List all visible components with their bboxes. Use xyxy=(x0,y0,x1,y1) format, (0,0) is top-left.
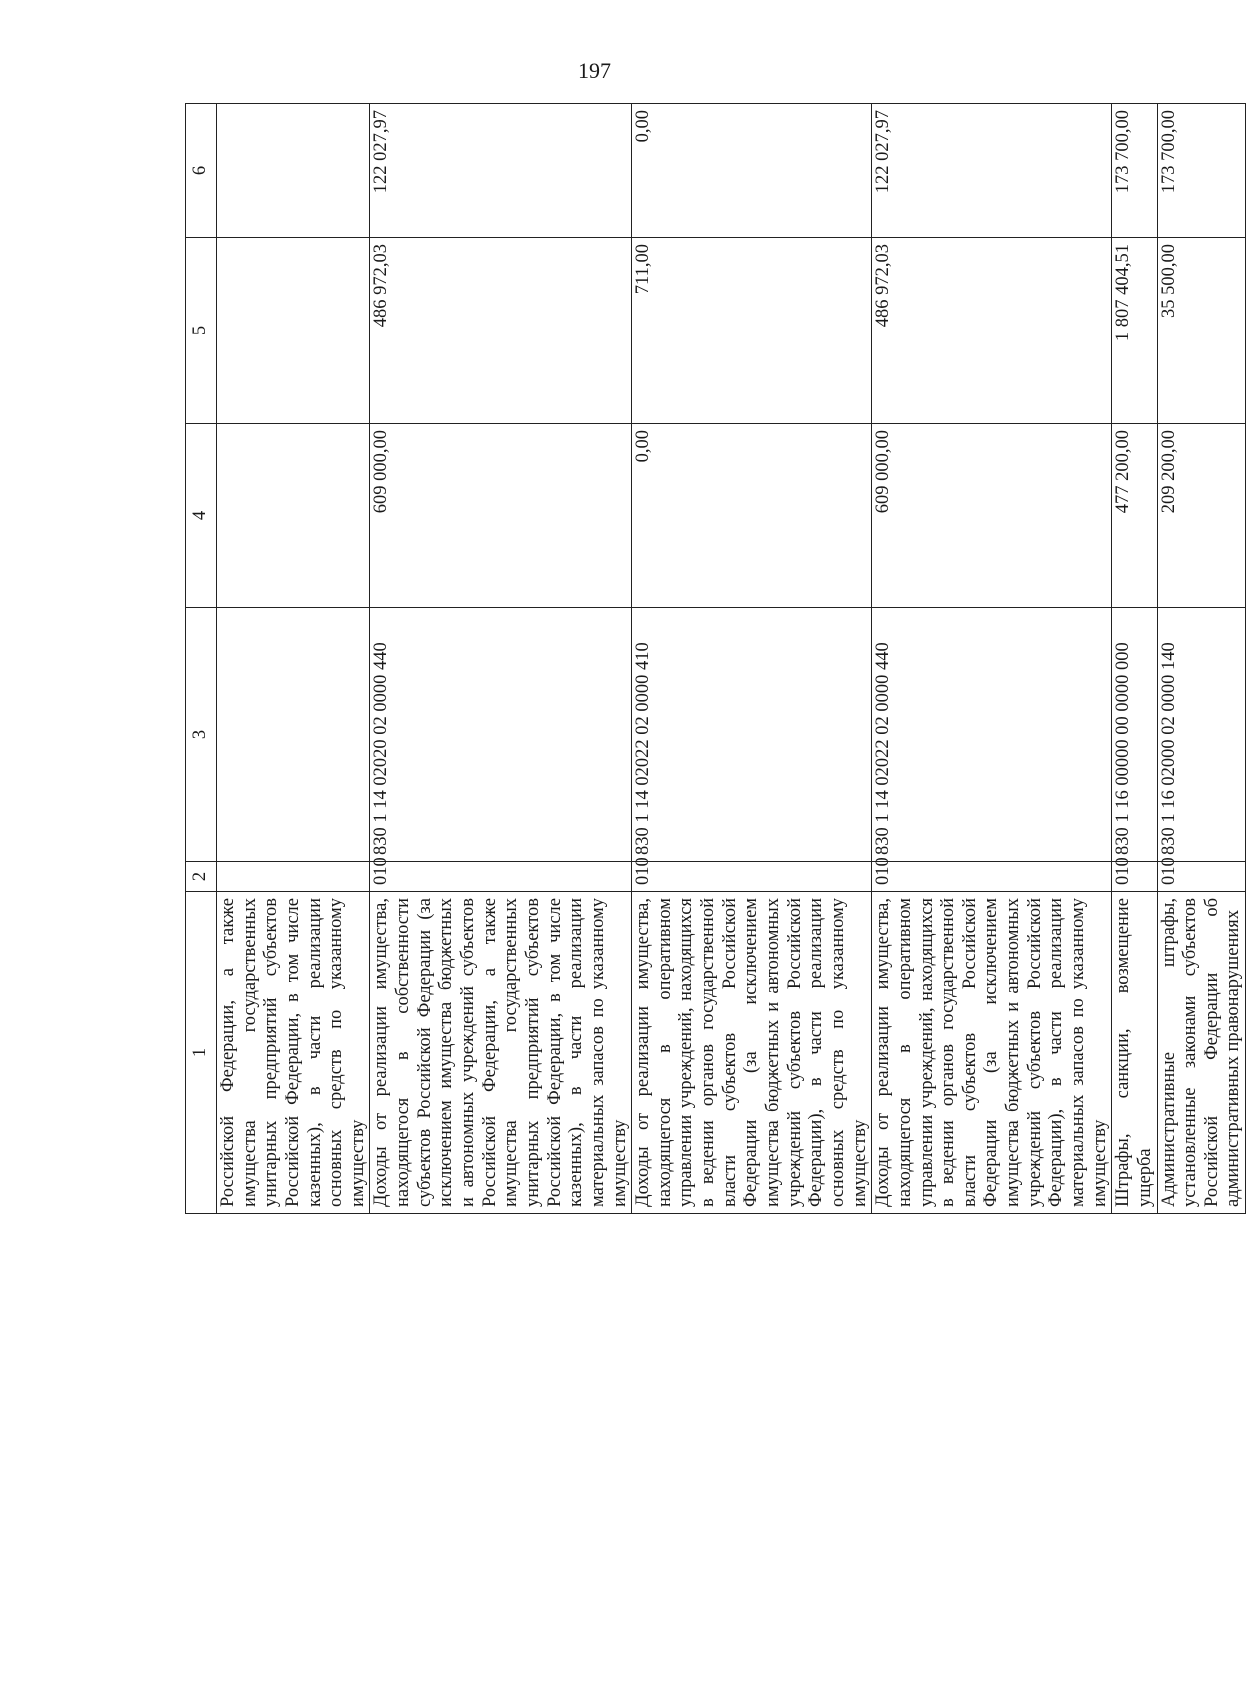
row-value-5: 35 500,00 xyxy=(1157,238,1246,424)
row-description: Доходы от реализации имущества, находящегося в собственности субъектов Российской Федерации (за исключением имущества бюджетных и автономных учреждений субъектов Российской Федерации, а также имущества государственных унитарных предприятий субъектов Российской Федерации, в том числе казенных), в части реализации материальных запасов по указанному имуществу xyxy=(370,892,632,1214)
row-value-5 xyxy=(217,238,370,424)
row-value-6: 0,00 xyxy=(632,104,872,238)
revenue-table xyxy=(185,103,1246,1214)
row-description: Российской Федерации, а также имущества государственных унитарных предприятий субъектов Российской Федерации, в том числе казенных), в части реализации основных средств по указанному имуществу xyxy=(217,892,370,1214)
row-value-4: 609 000,00 xyxy=(872,424,1112,608)
row-value-4: 209 200,00 xyxy=(1157,424,1246,608)
row-line-code: 010 xyxy=(872,862,1112,892)
row-line-code: 010 xyxy=(1157,862,1246,892)
row-description: Штрафы, санкции, возмещение ущерба xyxy=(1112,892,1157,1214)
row-line-code: 010 xyxy=(632,862,872,892)
row-value-6: 173 700,00 xyxy=(1112,104,1157,238)
row-description: Доходы от реализации имущества, находящегося в оперативном управлении учреждений, находящихся в ведении органов государственной власти субъектов Российской Федерации (за исключением имущества бюджетных и автономных учреждений субъектов Российской Федерации), в части реализации материальных запасов по указанному имуществу xyxy=(872,892,1112,1214)
table-header-row xyxy=(186,104,217,1214)
page-number: 197 xyxy=(578,58,611,83)
rotated-table-container xyxy=(185,104,1244,1214)
row-line-code: 010 xyxy=(1112,862,1157,892)
row-budget-code: 830 1 16 02000 02 0000 140 xyxy=(1157,608,1246,862)
column-header: 2 xyxy=(186,862,217,892)
row-value-4: 609 000,00 xyxy=(370,424,632,608)
table-row xyxy=(632,104,872,1214)
row-budget-code: 830 1 14 02022 02 0000 440 xyxy=(872,608,1112,862)
row-budget-code: 830 1 14 02022 02 0000 410 xyxy=(632,608,872,862)
row-value-5: 711,00 xyxy=(632,238,872,424)
row-value-6: 173 700,00 xyxy=(1157,104,1246,238)
row-value-5: 486 972,03 xyxy=(872,238,1112,424)
row-value-4: 0,00 xyxy=(632,424,872,608)
column-header: 3 xyxy=(186,608,217,862)
column-header: 4 xyxy=(186,424,217,608)
row-description: Доходы от реализации имущества, находящегося в оперативном управлении учреждений, находящихся в ведении органов государственной власти субъектов Российской Федерации (за исключением имущества бюджетных и автономных учреждений субъектов Российской Федерации), в части реализации основных средств по указанному имуществу xyxy=(632,892,872,1214)
row-value-6 xyxy=(217,104,370,238)
column-header: 5 xyxy=(186,238,217,424)
table-row xyxy=(1112,104,1157,1214)
row-description: Административные штрафы, установленные законами субъектов Российской Федерации об административных правонарушениях xyxy=(1157,892,1246,1214)
column-header: 1 xyxy=(186,892,217,1214)
row-line-code xyxy=(217,862,370,892)
row-value-4: 477 200,00 xyxy=(1112,424,1157,608)
row-value-5: 486 972,03 xyxy=(370,238,632,424)
table-row xyxy=(872,104,1112,1214)
row-value-6: 122 027,97 xyxy=(370,104,632,238)
row-line-code: 010 xyxy=(370,862,632,892)
row-value-6: 122 027,97 xyxy=(872,104,1112,238)
table-row xyxy=(217,104,370,1214)
table-row xyxy=(1157,104,1246,1214)
column-header: 6 xyxy=(186,104,217,238)
table-row xyxy=(370,104,632,1214)
row-budget-code xyxy=(217,608,370,862)
row-budget-code: 830 1 14 02020 02 0000 440 xyxy=(370,608,632,862)
row-budget-code: 830 1 16 00000 00 0000 000 xyxy=(1112,608,1157,862)
row-value-5: 1 807 404,51 xyxy=(1112,238,1157,424)
row-value-4 xyxy=(217,424,370,608)
